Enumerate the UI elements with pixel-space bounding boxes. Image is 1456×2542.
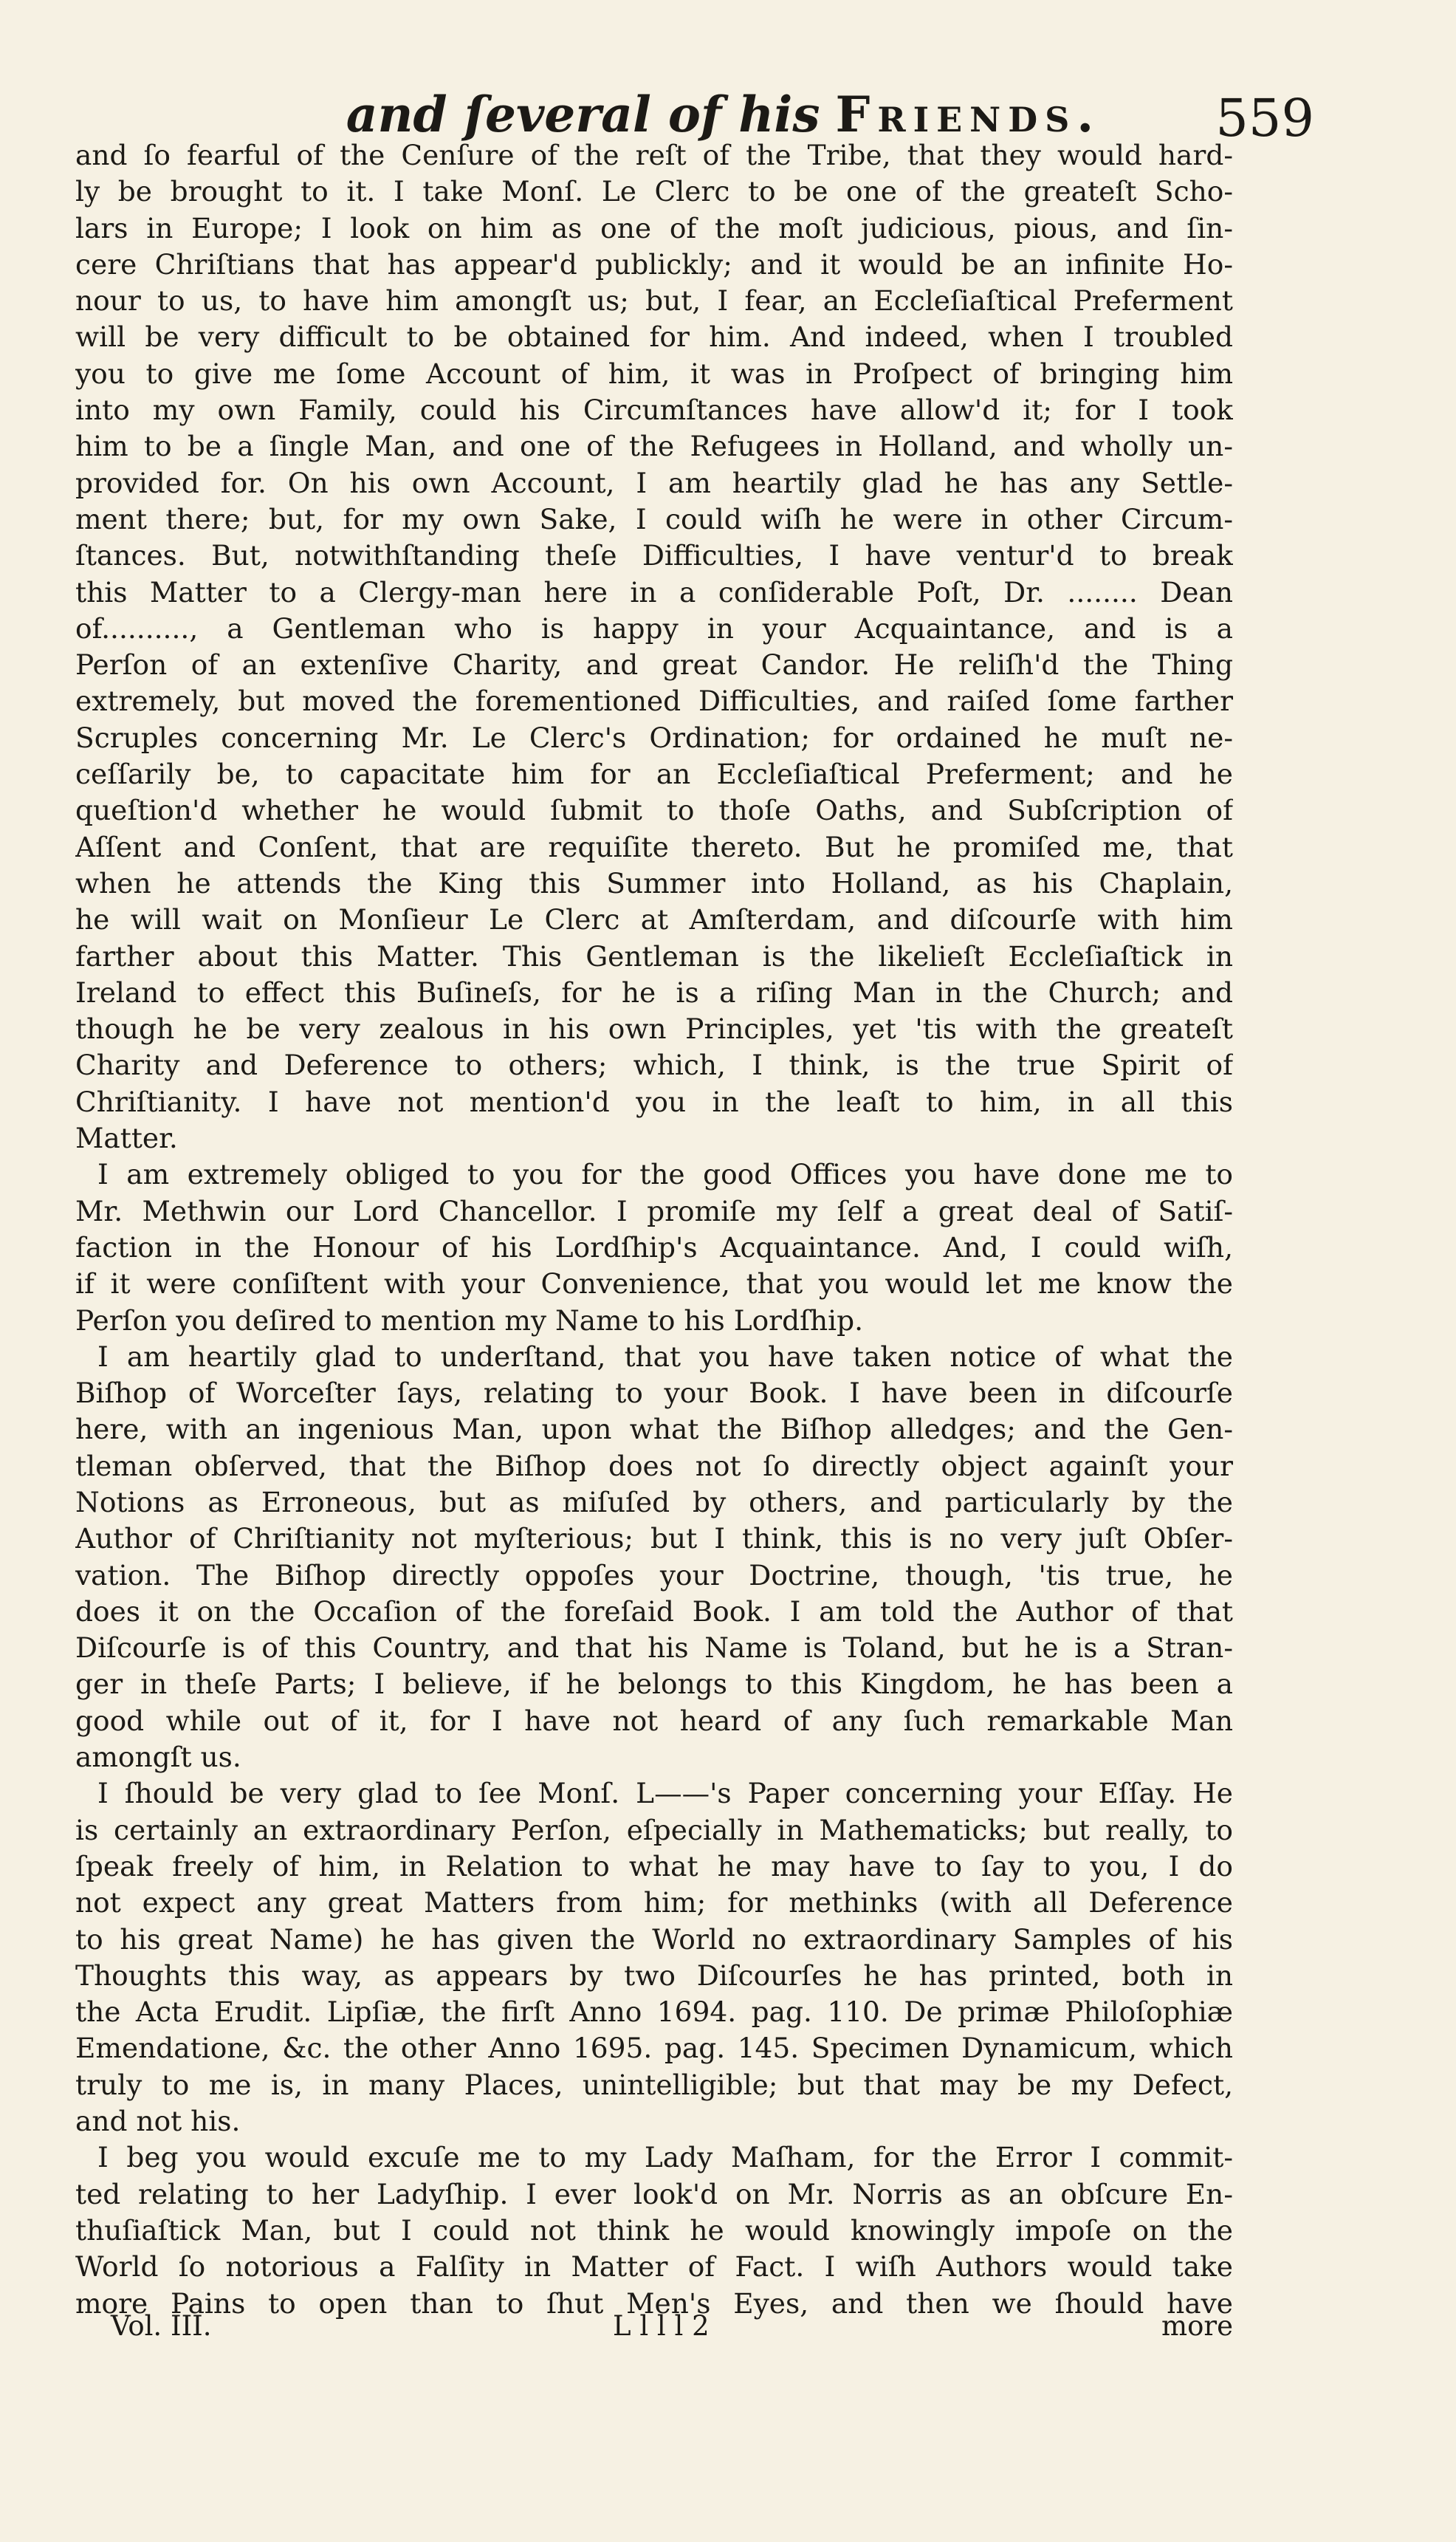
text-line: Emendatione, &c. the other Anno 1695. pag. 145. Specimen Dynamicum, which	[75, 2032, 1233, 2065]
text-line: Matter.	[75, 1122, 178, 1155]
text-line: not expect any great Matters from him; for methinks (with all Deference	[75, 1886, 1233, 1919]
text-line: Chriſtianity. I have not mention'd you in the leaſt to him, in all this	[75, 1085, 1233, 1118]
text-line: Perſon you deſired to mention my Name to his Lordſhip.	[75, 1303, 864, 1337]
text-line: to his great Name) he has given the World no extraordinary Samples of his	[75, 1922, 1233, 1956]
text-line: I beg you would excuſe me to my Lady Maſham, for the Error I commit-	[97, 2141, 1233, 2174]
text-line: extremely, but moved the forementioned Difficulties, and raiſed ſome farther	[75, 685, 1233, 718]
text-line: faction in the Honour of his Lordſhip's Acquaintance. And, I could wiſh,	[75, 1230, 1233, 1264]
text-line: and not his.	[75, 2105, 241, 2138]
text-line: ly be brought to it. I take Monſ. Le Clerc to be one of the greateſt Scho-	[75, 175, 1233, 208]
text-line: farther about this Matter. This Gentleman is the likelieſt Eccleſiaſtick in	[75, 939, 1233, 973]
text-line: ment there; but, for my own Sake, I could wiſh he were in other Circum-	[75, 502, 1233, 535]
text-line: Perſon of an extenſive Charity, and great Candor. He reliſh'd the Thing	[75, 648, 1233, 682]
text-line: is certainly an extraordinary Perſon, eſpecially in Mathematicks; but really, to	[75, 1813, 1233, 1846]
text-line: here, with an ingenious Man, upon what the Biſhop alledges; and the Gen-	[75, 1413, 1233, 1446]
text-line: I am extremely obliged to you for the good Offices you have done me to	[97, 1158, 1233, 1191]
running-title-italic: and ſeveral of his	[346, 86, 820, 143]
text-line: if it were conſiſtent with your Convenience, that you would let me know the	[75, 1267, 1233, 1301]
text-line: the Acta Erudit. Lipſiæ, the firſt Anno 1694. pag. 110. De primæ Philoſophiæ	[75, 1995, 1233, 2029]
text-line: thuſiaſtick Man, but I could not think he would knowingly impoſe on the	[75, 2213, 1233, 2247]
text-line: lars in Europe; I look on him as one of the moſt judicious, pious, and ſin-	[75, 211, 1233, 244]
text-line: Author of Chriſtianity not myſterious; but I think, this is no very juſt Obſer-	[75, 1522, 1233, 1555]
text-line: Notions as Erroneous, but as miſuſed by others, and particularly by the	[75, 1485, 1233, 1518]
text-line: queſtion'd whether he would ſubmit to thoſe Oaths, and Subſcription of	[75, 794, 1233, 827]
text-line: ger in theſe Parts; I believe, if he belongs to this Kingdom, he has been a	[75, 1668, 1233, 1701]
text-line: ceſſarily be, to capacitate him for an Eccleſiaſtical Preferment; and he	[75, 758, 1233, 791]
text-line: I am heartily glad to underſtand, that you have taken notice of what the	[97, 1340, 1233, 1373]
signature-mark: L l l l 2	[613, 2310, 710, 2342]
text-line: provided for. On his own Account, I am heartily glad he has any Settle-	[75, 466, 1233, 499]
text-line: does it on the Occaſion of the foreſaid Book. I am told the Author of that	[75, 1594, 1233, 1628]
text-line: I ſhould be very glad to ſee Monſ. L——'s Paper concerning your Eſſay. He	[97, 1777, 1233, 1810]
text-line: and ſo fearful of the Cenſure of the reſt of the Tribe, that they would hard-	[75, 139, 1233, 171]
text-line: Charity and Deference to others; which, I think, is the true Spirit of	[75, 1049, 1233, 1082]
text-line: World ſo notorious a Falſity in Matter of Fact. I wiſh Authors would take	[75, 2250, 1233, 2284]
text-line: cere Chriſtians that has appear'd publickly; and it would be an infinite Ho-	[75, 247, 1233, 281]
text-line: him to be a ſingle Man, and one of the Refugees in Holland, and wholly un-	[75, 430, 1233, 463]
text-line: Diſcourſe is of this Country, and that his Name is Toland, but he is a Stran-	[75, 1631, 1233, 1665]
page-number: 559	[1215, 88, 1314, 148]
text-line: you to give me ſome Account of him, it was in Proſpect of bringing him	[75, 357, 1233, 390]
text-line: Scruples concerning Mr. Le Clerc's Ordination; for ordained he muſt ne-	[75, 721, 1233, 754]
text-line: amongſt us.	[75, 1741, 241, 1774]
text-line: when he attends the King this Summer into Holland, as his Chaplain,	[75, 866, 1233, 900]
volume-label: Vol. III.	[111, 2310, 212, 2342]
text-line: nour to us, to have him amongſt us; but, I fear, an Eccleſiaſtical Preferment	[75, 284, 1233, 318]
text-line: though he be very zealous in his own Principles, yet 'tis with the greateſt	[75, 1013, 1233, 1046]
text-line: more Pains to open than to ſhut Men's Eyes, and then we ſhould have	[75, 2286, 1233, 2320]
text-line: of.........., a Gentleman who is happy in your Acquaintance, and is a	[75, 611, 1233, 645]
letter-text	[75, 137, 1233, 2322]
running-title-caps: Friends.	[835, 86, 1102, 143]
text-line: tleman obſerved, that the Biſhop does not ſo directly object againſt your	[75, 1449, 1233, 1482]
page-footer	[0, 2304, 1456, 2349]
text-line: vation. The Biſhop directly oppoſes your Doctrine, though, 'tis true, he	[75, 1558, 1233, 1592]
text-line: Mr. Methwin our Lord Chancellor. I promiſe my ſelf a great deal of Satiſ-	[75, 1194, 1233, 1227]
text-line: good while out of it, for I have not heard of any ſuch remarkable Man	[75, 1704, 1233, 1737]
text-line: into my own Family, could his Circumſtances have allow'd it; for I took	[75, 394, 1233, 427]
text-line: this Matter to a Clergy-man here in a conſiderable Poſt, Dr. ........ Dean	[75, 575, 1233, 609]
text-line: ted relating to her Ladyſhip. I ever look'd on Mr. Norris as an obſcure En-	[75, 2177, 1233, 2210]
text-line: will be very difficult to be obtained for him. And indeed, when I troubled	[75, 321, 1233, 354]
text-line: Biſhop of Worceſter ſays, relating to your Book. I have been in diſcourſe	[75, 1377, 1233, 1410]
text-line: Aſſent and Conſent, that are requiſite thereto. But he promiſed me, that	[75, 830, 1233, 863]
text-line: truly to me is, in many Places, unintelligible; but that may be my Defect,	[75, 2068, 1233, 2101]
text-line: Thoughts this way, as appears by two Diſcourſes he has printed, both in	[75, 1959, 1233, 1992]
text-line: ſtances. But, notwithſtanding theſe Difficulties, I have ventur'd to break	[75, 539, 1233, 572]
catchword: more	[1161, 2310, 1233, 2342]
text-line: Ireland to effect this Buſineſs, for he is a riſing Man in the Church; and	[75, 976, 1233, 1009]
text-line: he will wait on Monſieur Le Clerc at Amſterdam, and diſcourſe with him	[75, 903, 1233, 936]
text-line: ſpeak freely of him, in Relation to what he may have to ſay to you, I do	[75, 1849, 1233, 1882]
